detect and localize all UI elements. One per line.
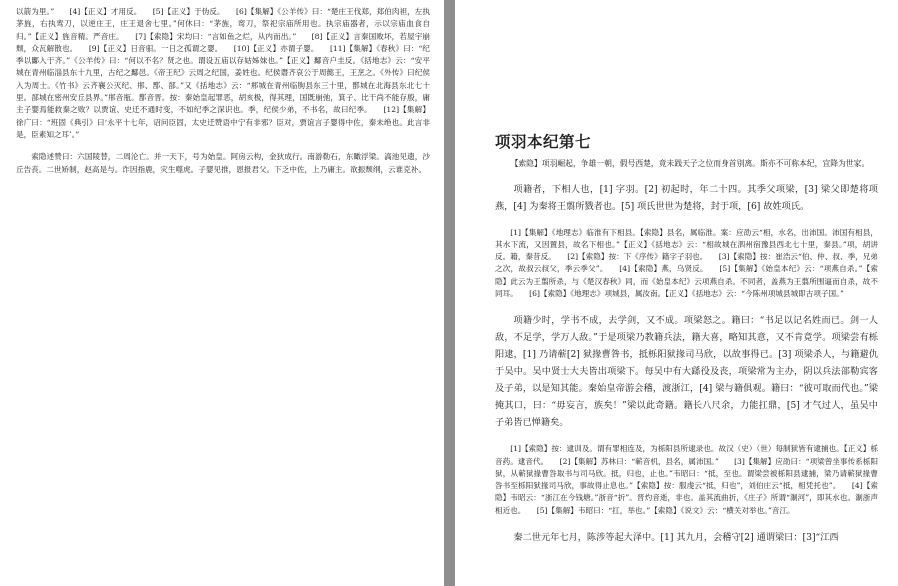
left-page <box>0 0 444 586</box>
chapter-intro: 【索隐】项羽崛起，争雄一朝，假号西楚，竟未践天子之位而身首别离。斯亦不可称本纪，宜降为世家。 <box>510 159 870 168</box>
chapter-title: 项羽本纪第七 <box>495 132 592 151</box>
section-1-body: 项籍者，下相人也，[1] 字羽。[2] 初起时，年二十四。其季父项梁，[3] 梁父即楚将项燕，[4] 为秦将王翦所戮者也。[5] 项氏世世为楚将，封于项，[6] 故姓项氏。 <box>495 183 878 212</box>
section-3-body: 秦二世元年七月，陈涉等起大泽中。[1] 其九月，会稽守[2] 通谓梁曰：[3]“江西 <box>513 532 839 544</box>
verse-paragraph: 索隐述赞曰：六国陵替，二周沦亡。并一天下，号为始皇。阿房云构，金狄成行。南游勒石，东瞰浮梁。滈池见遗，沙丘告丧。二世矫制，赵高是与。诈因指鹿，灾生噬虎。子婴见推，恩报君父。下乏中佐，上乃庸主。欲振颓纲，云谁克补。 <box>16 152 430 174</box>
paragraph-gap <box>16 141 430 151</box>
section-2-body: 项籍少时，学书不成，去学剑，又不成。项梁怒之。籍曰：“书足以记名姓而已。剑一人敌，不足学，学万人敌。”于是项梁乃教籍兵法，籍大喜，略知其意，又不肯竟学。项梁尝有栎阳逮，[1] 乃请蕲[2] 狱掾曹咎书，抵栎阳狱掾司马欣，以故事得已。[3] 项梁杀人，与籍避仇于吴中。吴中贤士大夫皆出项梁下。每吴中有大繇役及丧，项梁常为主办，阴以兵法部勒宾客及子弟，以是知其能。秦始皇帝游会稽，渡浙江，[4] 梁与籍俱观。籍曰：“彼可取而代也。”梁掩其口，曰：“毋妄言，族矣！”梁以此奇籍。籍长八尺余，力能扛鼎，[5] 才气过人，虽吴中子弟皆已惮籍矣。 <box>495 315 878 429</box>
section-1-notes: [1]【集解】《地理志》临淮有下相县。【索隐】县名，属临淮。案：应劭云“相，水名，出沛国。沛国有相县，其水下流，又因置县，故名下相也。”【正义】《括地志》云：“相故城在泗州宿豫县西北七十里，秦县。”项，胡讲反。籍，秦昔反。 [2]【索隐】按：下《序传》籍字子羽也。 [3]【索隐】按：崔浩云“伯、仲、叔、季，兄弟之次，故叔云叔父，季云季父”。 [4]【索隐】燕，乌贤反。 [5]【集解】《始皇本纪》云：“项燕自杀。”【索隐】此云为王翦所杀，与《楚汉春秋》同，而《始皇本纪》云项燕自杀。不同者，盖燕为王翦所围逼而自杀，故不同耳。 [6]【索隐】《地理志》项城县，属汝南。【正义】《括地志》云：“今陈州项城县城即古项子国。” <box>495 227 878 298</box>
right-page <box>455 0 898 586</box>
section-2-notes: [1]【索隐】按：逮训及。谓有罪相连及，为栎阳县所逮录也。故汉（史）（世）每制狱皆有逮捕也。【正义】栎音药。逮音代。 [2]【集解】苏林曰：“蕲音机，县名，属沛国。” [3]【集解】应劭曰：“项梁曾坐事传系栎阳狱，从蕲狱掾曹咎取书与司马欣。抵，归也，止也。”韦昭曰：“抵，至也。谓梁尝被栎阳县逮捕，梁乃请蕲狱掾曹咎书至栎阳狱掾司马欣，事故得止息也。”【索隐】按：服虔云“抵，归也”，刘伯庄云“抵，相凭托也”。 [4]【索隐】韦昭云：“浙江在今钱塘。”浙音“折”。晋灼音逝，非也。盖其流曲折，《庄子》所谓“淛河”，即其水也。淛浙声相近也。 [5]【集解】韦昭曰：“扛，举也。”【索隐】《说文》云：“横关对举也。”音江。 <box>495 444 878 515</box>
commentary-paragraph: 以箭为里。” [4]【正义】才用反。 [5]【正义】于伪反。 [6]【集解】《公羊传》曰：“楚庄王伐郑，郑伯肉袒，左执茅旌，右执鸾刀，以逆庄王，庄王退舍七里。”何休曰：“茅旌，鸾刀，祭祀宗庙所用也。执宗庙器者，示以宗庙血食自归。”【正义】旌音精。严音庄。 [7]【索隐】宋均曰：“言如鱼之烂，从内而出。” [8]【正义】言秦国败坏，若屋宇崩颓，众瓦解散也。 [9]【正义】日音驲。一日之孤谓之婴。 [10]【正义】亦谓子婴。 [11]【集解】《春秋》曰：“纪季以酅入于齐。”《公羊传》曰：“何以不名？贤之也。谓设五庙以存姑姊妹也。”【正义】酅音户圭反。《括地志》云：“安平城在青州临淄县东十九里，古纪之酅邑。《帝王纪》云周之纪国，姜姓也。纪侯谮齐哀公于周懿王，王烹之。《外传》曰纪侯入为周士。《竹书》云齐襄公灭纪、郱、鄑、郚。”又《括地志》云：“郱城在青州临朐县东三十里，鄑城在北海县东北七十里。郚城在密州安丘县界。”郱音瓶。鄑音晋。按：秦始皇起罪恶，胡亥极，得其理，国既崩弛，箕子、比干尚不能存殷，庸主子婴焉能救秦之败？以贾谊、史迁不通时变，不如纪季之深识也。季，纪侯少弟，不书名，故曰纪季。 [12]【集解】徐广曰：“班固《典引》曰‘永平十七年，诏问臣固，太史迁赞语中宁有非邪？臣对，贾谊言子婴得中佐，秦未绝也。此言非是，臣素知之耳’。” <box>16 7 430 139</box>
